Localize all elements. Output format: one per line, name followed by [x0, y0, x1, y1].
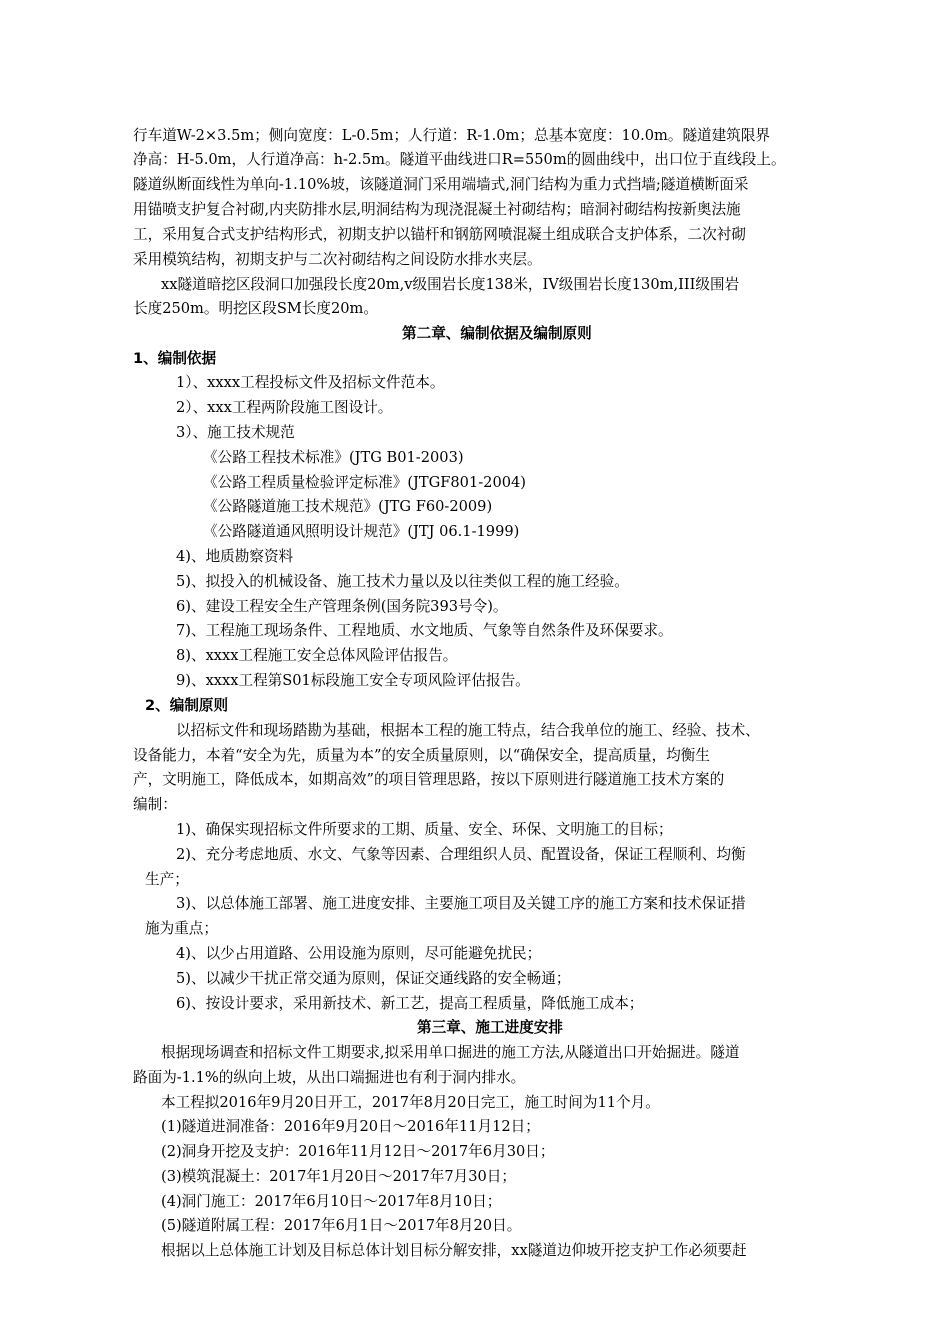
- principle-line: 生产；: [145, 871, 189, 888]
- principle-line: 编制：: [133, 796, 177, 813]
- intro-line: 用锚喷支护复合衬砌,内夹防排水层,明洞结构为现浇混凝土衬砌结构；暗洞衬砌结构按新奥法施: [133, 201, 741, 218]
- schedule-item: (4)洞门施工：2017年6月10日～2017年8月10日；: [161, 1193, 502, 1210]
- intro-line: 采用模筑结构，初期支护与二次衬砌结构之间设防水排水夹层。: [133, 251, 542, 268]
- standard-item: 《公路隧道通风照明设计规范》(JTJ 06.1-1999): [203, 523, 520, 540]
- schedule-item: (1)隧道进洞准备：2016年9月20日～2016年11月12日；: [161, 1118, 540, 1135]
- principle-line: 4)、以少占用道路、公用设施为原则，尽可能避免扰民；: [176, 945, 542, 962]
- schedule-item: (2)洞身开挖及支护：2016年11月12日～2017年6月30日；: [161, 1143, 555, 1160]
- standard-item: 《公路隧道施工技术规范》(JTG F60-2009): [203, 498, 493, 515]
- intro-line: 长度250m。明挖区段SM长度20m。: [133, 300, 378, 317]
- principle-line: 6)、按设计要求，采用新技术、新工艺，提高工程质量，降低施工成本；: [176, 995, 644, 1012]
- basis-item: 5)、拟投入的机械设备、施工技术力量以及以往类似工程的施工经验。: [176, 573, 629, 590]
- basis-item: 4)、地质勘察资料: [176, 548, 294, 565]
- schedule-line: 本工程拟2016年9月20日开工，2017年8月20日完工，施工时间为11个月。: [161, 1094, 660, 1111]
- intro-line: 净高：H-5.0m，人行道净高：h-2.5m。隧道平曲线进口R=550m的圆曲线中，出口位于直线段上。: [133, 151, 786, 168]
- chapter-title: 第二章、编制依据及编制原则: [402, 325, 592, 342]
- schedule-line: 根据以上总体施工计划及目标总体计划目标分解安排，xx隧道边仰坡开挖支护工作必须要赶: [161, 1242, 747, 1259]
- section-heading: 1、编制依据: [133, 350, 217, 367]
- principle-line: 5)、以减少干扰正常交通为原则，保证交通线路的安全畅通；: [176, 970, 571, 987]
- schedule-item: (3)模筑混凝土：2017年1月20日～2017年7月30日；: [161, 1168, 516, 1185]
- intro-line: xx隧道暗挖区段洞口加强段长度20m,v级围岩长度138米，IV级围岩长度130m,III级围岩: [161, 276, 740, 293]
- principle-line: 施为重点；: [145, 920, 218, 937]
- standard-item: 《公路工程技术标准》(JTG B01-2003): [203, 449, 464, 466]
- basis-item: 3）、施工技术规范: [176, 424, 295, 441]
- section-heading: 2、编制原则: [145, 697, 229, 714]
- basis-item: 2）、xxx工程两阶段施工图设计。: [176, 399, 393, 416]
- principle-line: 以招标文件和现场踏勘为基础，根据本工程的施工特点，结合我单位的施工、经验、技术、: [176, 722, 760, 739]
- principle-line: 产，文明施工，降低成本，如期高效”的项目管理思路，按以下原则进行隧道施工技术方案的: [133, 771, 725, 788]
- schedule-item: (5)隧道附属工程：2017年6月1日～2017年8月20日。: [161, 1217, 522, 1234]
- intro-line: 工，采用复合式支护结构形式，初期支护以锚杆和钢筋网喷混凝土组成联合支护体系，二次衬砌: [133, 226, 746, 243]
- intro-line: 隧道纵断面线性为单向-1.10%坡，该隧道洞门采用端墙式,洞门结构为重力式挡墙;隧道横断面采: [133, 176, 749, 193]
- basis-item: 6)、建设工程安全生产管理条例(国务院393号令)。: [176, 598, 508, 615]
- schedule-line: 路面为-1.1%的纵向上坡，从出口端掘进也有利于洞内排水。: [133, 1069, 526, 1086]
- principle-line: 设备能力，本着“安全为先，质量为本”的安全质量原则，以“确保安全，提高质量，均衡生: [133, 747, 710, 764]
- basis-item: 8)、xxxx工程施工安全总体风险评估报告。: [176, 647, 458, 664]
- principle-line: 3)、以总体施工部署、施工进度安排、主要施工项目及关键工序的施工方案和技术保证措: [176, 895, 746, 912]
- basis-item: 7)、工程施工现场条件、工程地质、水文地质、气象等自然条件及环保要求。: [176, 622, 673, 639]
- principle-line: 1)、确保实现招标文件所要求的工期、质量、安全、环保、文明施工的目标；: [176, 821, 673, 838]
- schedule-line: 根据现场调查和招标文件工期要求,拟采用单口掘进的施工方法,从隧道出口开始掘进。隧道: [161, 1044, 740, 1061]
- standard-item: 《公路工程质量检验评定标准》(JTGF801-2004): [203, 474, 526, 491]
- principle-line: 2)、充分考虑地质、水文、气象等因素、合理组织人员、配置设备，保证工程顺利、均衡: [176, 846, 746, 863]
- basis-item: 1）、xxxx工程投标文件及招标文件范本。: [176, 374, 445, 391]
- basis-item: 9)、xxxx工程第S01标段施工安全专项风险评估报告。: [176, 672, 530, 689]
- intro-line: 行车道W-2×3.5m；侧向宽度：L-0.5m；人行道：R-1.0m；总基本宽度：10.0m。隧道建筑限界: [133, 127, 771, 144]
- chapter-title: 第三章、施工进度安排: [417, 1019, 563, 1036]
